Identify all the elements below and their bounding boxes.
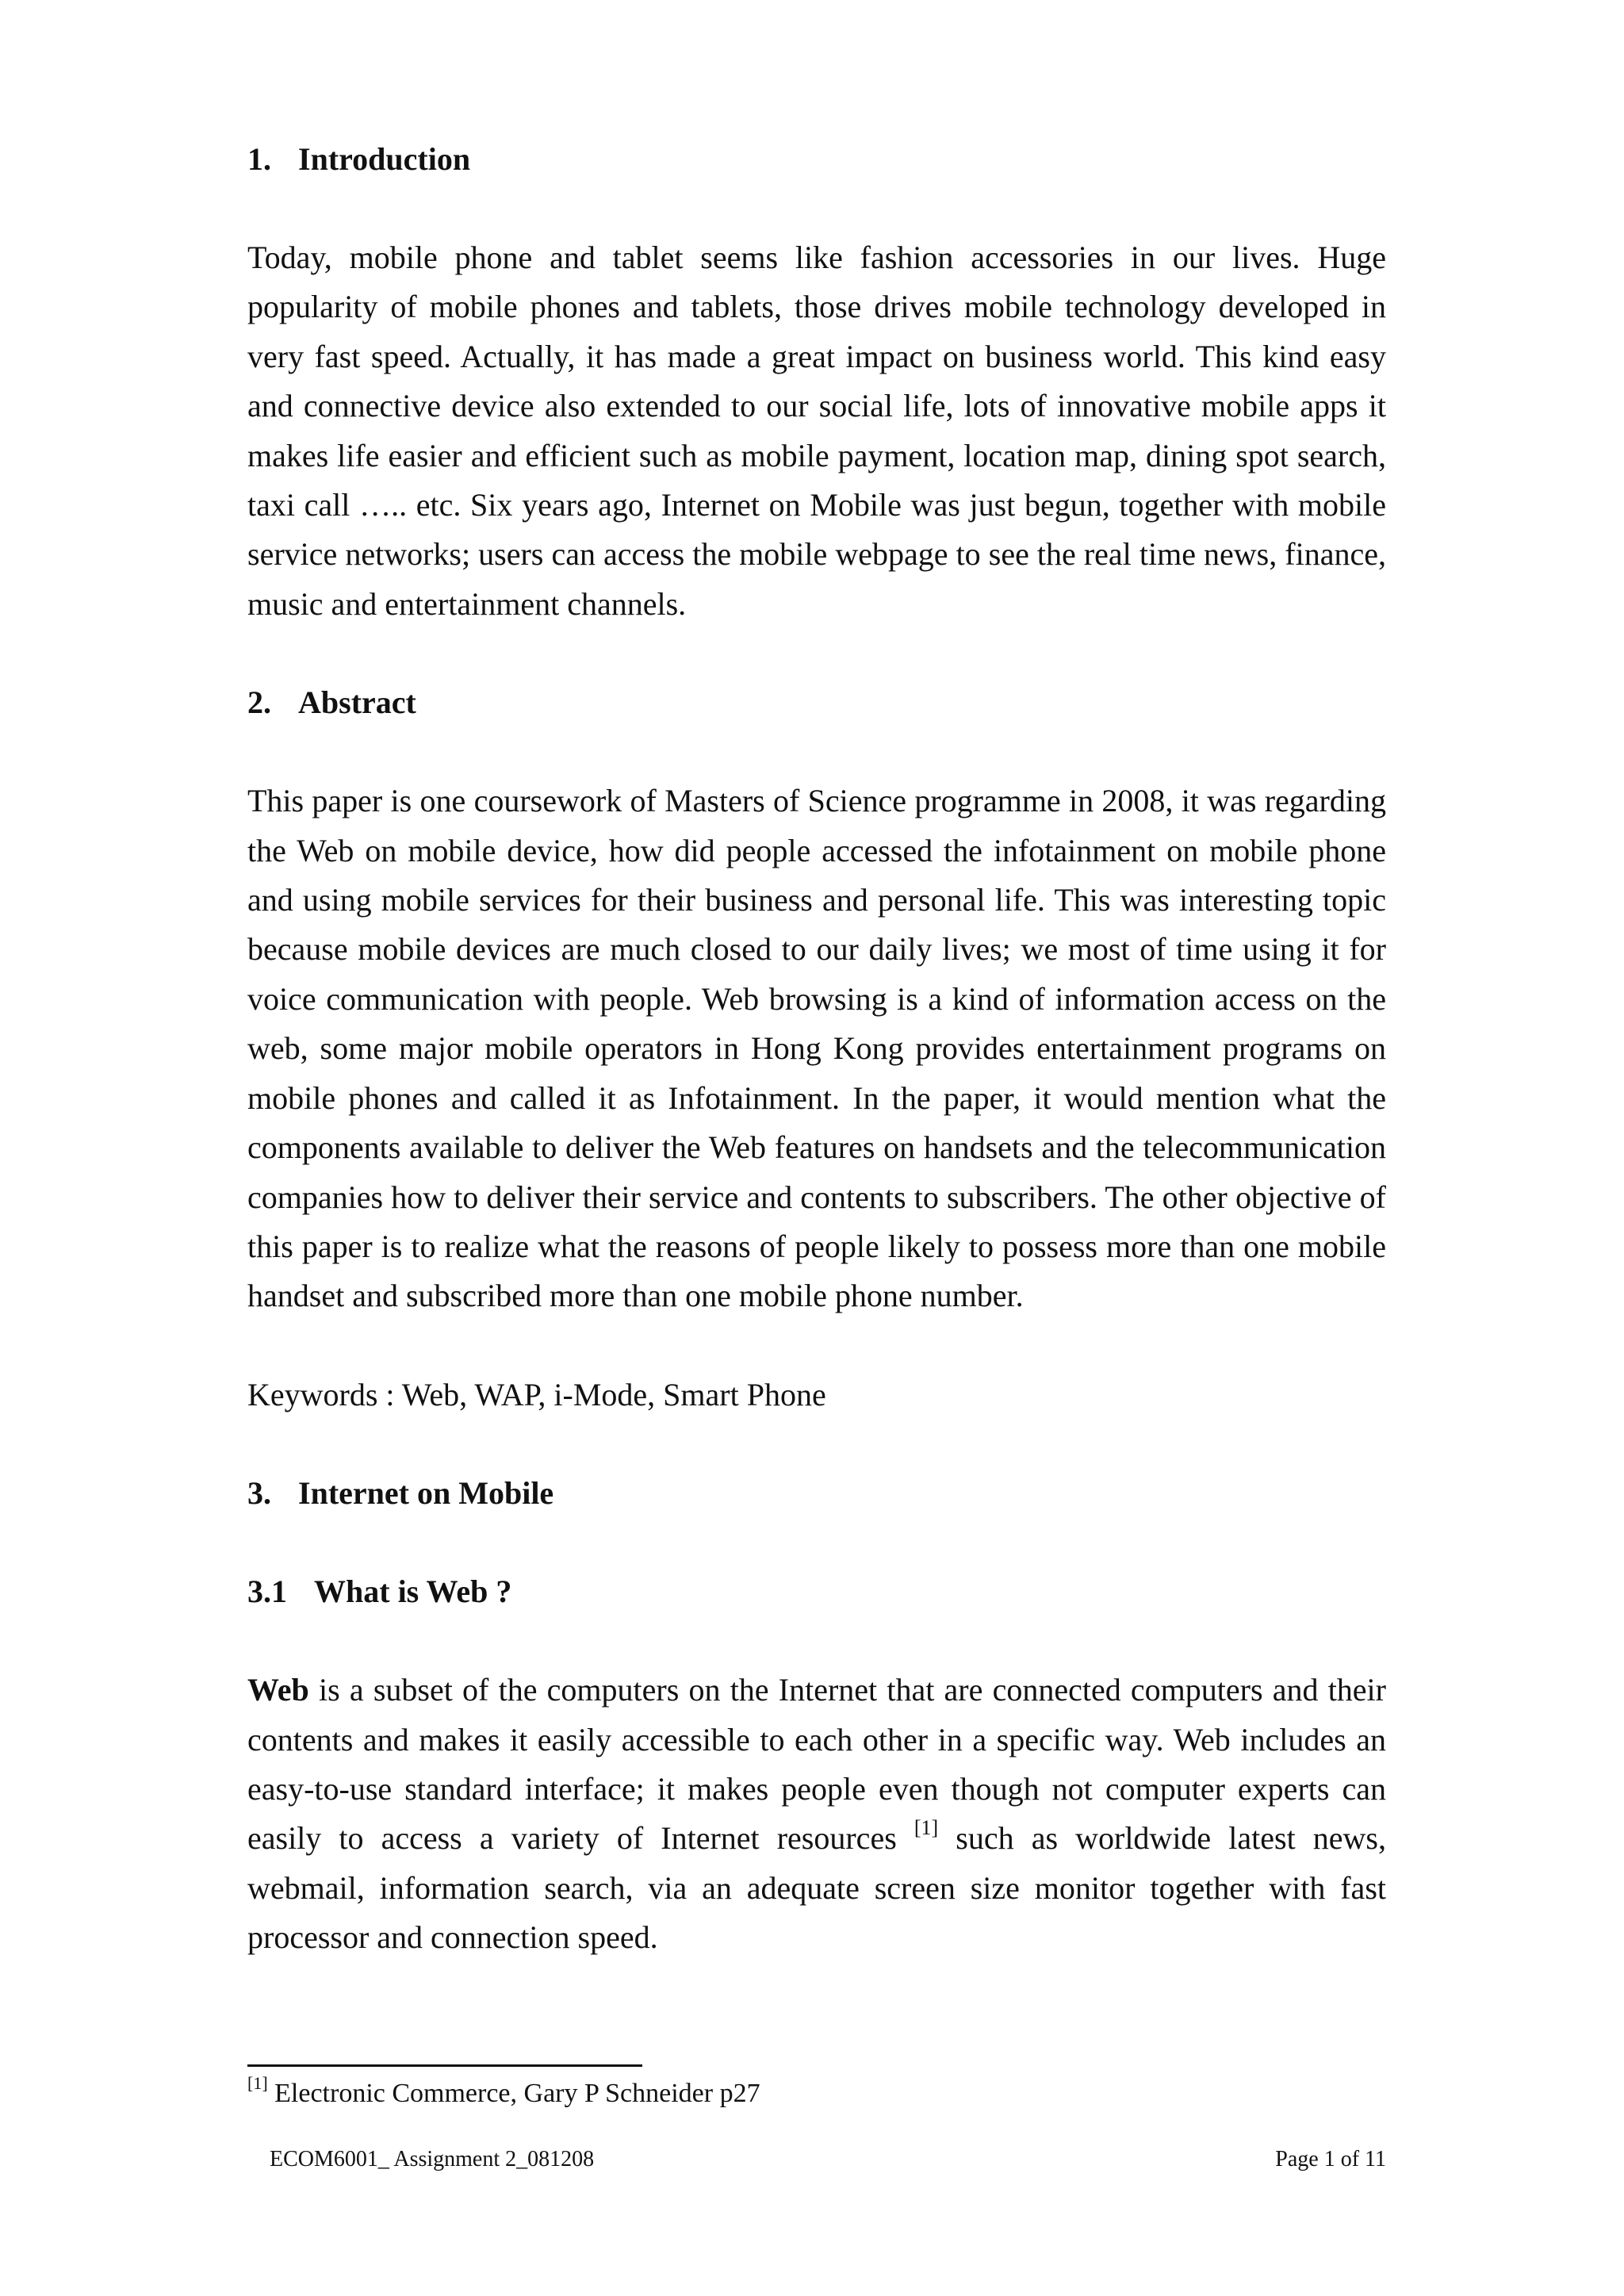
footnote (247, 2072, 760, 2111)
section-title: Internet on Mobile (298, 1475, 554, 1512)
subsection-number: 3.1 (247, 1573, 287, 1610)
footnote-text: Electronic Commerce, Gary P Schneider p27 (267, 2079, 760, 2108)
subsection-heading-what-is-web (247, 1567, 1386, 1616)
abstract-paragraph: This paper is one coursework of Masters of Science programme in 2008, it was regarding the Web on mobile device, how did people accessed the infotainment on mobile phone and using mobile services for their business and personal life. This was interesting topic because mobile devices are much closed to our daily lives; we most of time using it for voice communication with people. Web browsing is a kind of information access on the web, some major mobile operators in Hong Kong provides entertainment programs on mobile phones and called it as Infotainment. In the paper, it would mention what the components available to deliver the Web features on handsets and the telecommunication companies how to deliver their service and contents to subscribers. The other objective of this paper is to realize what the reasons of people likely to possess more than one mobile handset and subscribed more than one mobile phone number. (247, 783, 1386, 1314)
section-number: 3. (247, 1475, 271, 1512)
keywords-line: Keywords : Web, WAP, i-Mode, Smart Phone (247, 1376, 826, 1412)
section-number: 1. (247, 141, 271, 177)
paragraph-text-continued: such as worldwide latest news, webmail, information search, via an adequate screen size monitor together with fast processor and connection speed. (247, 1820, 1386, 1956)
what-is-web-paragraph (247, 1665, 1386, 1962)
term-web: Web (247, 1672, 309, 1708)
citation-ref: [1] (914, 1816, 939, 1840)
section-title: Introduction (298, 141, 471, 177)
subsection-title: What is Web ? (314, 1573, 512, 1610)
page-content (247, 135, 1386, 1963)
section-heading-introduction (247, 135, 1386, 184)
footnote-ref: [1] (247, 2072, 268, 2093)
section-title: Abstract (298, 684, 416, 721)
paragraph-text: is a subset of the computers on the Internet that are connected computers and their contents and makes it easily accessible to each other in a specific way. Web includes an easy-to-use standard interface; it makes people even though not computer experts can easily to access a variety of Internet resources (247, 1672, 1386, 1857)
section-heading-internet-on-mobile (247, 1469, 1386, 1518)
introduction-paragraph: Today, mobile phone and tablet seems like fashion accessories in our lives. Huge popularity of mobile phones and tablets, those drives mobile technology developed in very fast speed. Actually, it has made a great impact on business world. This kind easy and connective device also extended to our social life, lots of innovative mobile apps it makes life easier and efficient such as mobile payment, location map, dining spot search, taxi call ….. etc. Six years ago, Internet on Mobile was just begun, together with mobile service networks; users can access the mobile webpage to see the real time news, finance, music and entertainment channels. (247, 240, 1386, 622)
section-heading-abstract (247, 678, 1386, 727)
footer-page-number: Page 1 of 11 (1275, 2147, 1386, 2171)
section-number: 2. (247, 684, 271, 721)
footnote-divider (247, 2064, 642, 2067)
footer-course-code: ECOM6001_ Assignment 2_081208 (270, 2147, 595, 2171)
